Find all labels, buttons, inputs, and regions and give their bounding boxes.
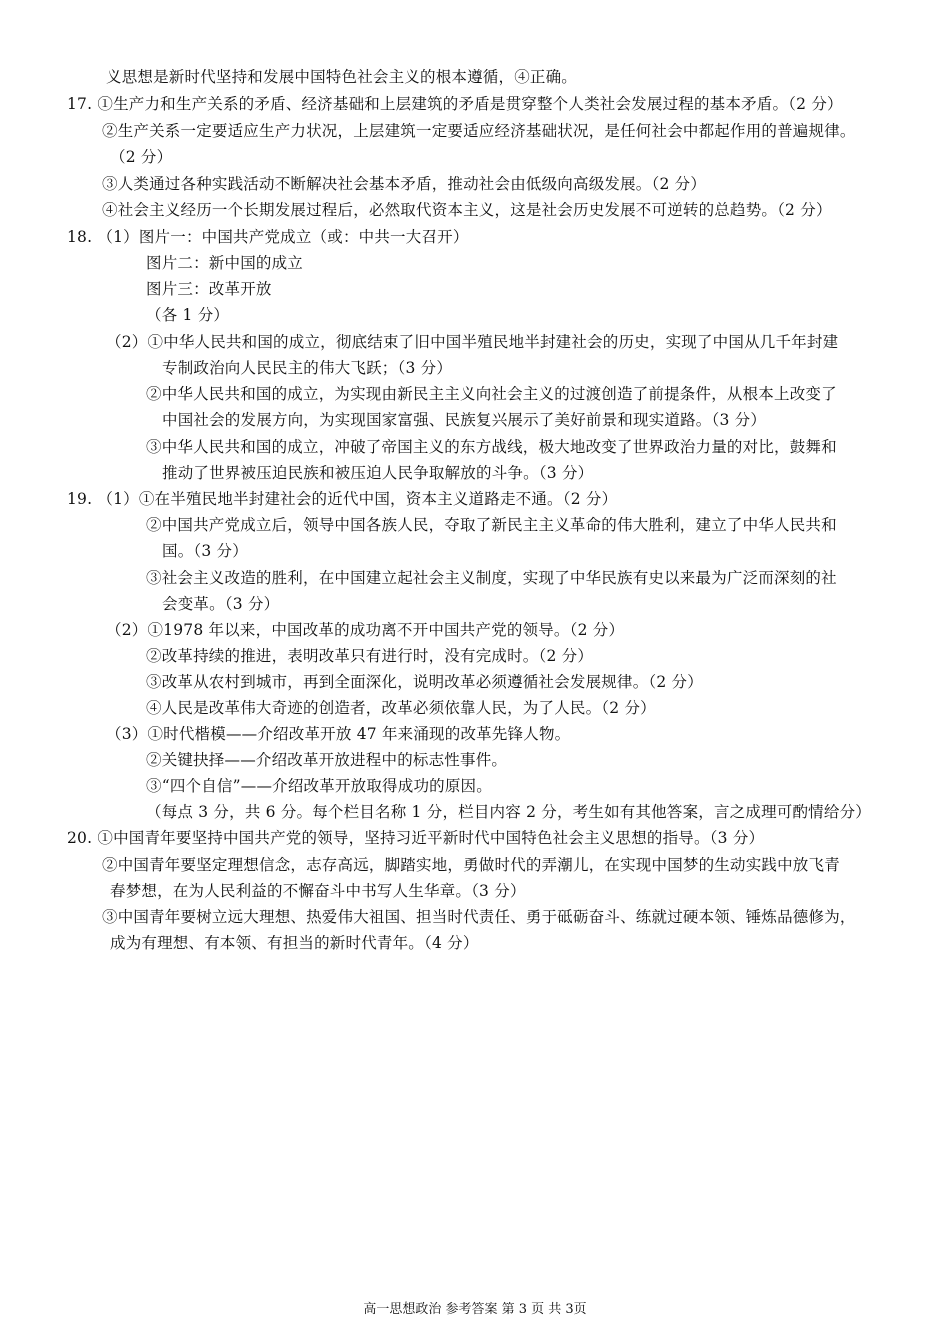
q19-part3-score-note: （每点 3 分，共 6 分。每个栏目名称 1 分，栏目内容 2 分，考生如有其他答案，言之成理可酌情给分） — [146, 803, 871, 821]
q19-part1-point3: ③社会主义改造的胜利，在中国建立起社会主义制度，实现了中华民族有史以来最为广泛而深刻的社 — [146, 569, 837, 587]
q18-part2-point3: ③中华人民共和国的成立，冲破了帝国主义的东方战线，极大地改变了世界政治力量的对比，鼓舞和 — [146, 438, 837, 456]
q19-part3-point3: ③“四个自信”——介绍改革开放取得成功的原因。 — [146, 777, 492, 795]
line-16-end: 义思想是新时代坚持和发展中国特色社会主义的根本遵循，④正确。 — [106, 68, 578, 86]
page-footer: 高一思想政治 参考答案 第 3 页 共 3页 — [363, 1302, 587, 1317]
q19-part3-point2: ②关键抉择——介绍改革开放进程中的标志性事件。 — [146, 751, 508, 769]
q18-part2-point1-cont: 专制政治向人民民主的伟大飞跃；（3 分） — [162, 359, 453, 377]
q20-point2: ②中国青年要坚定理想信念，志存高远，脚踏实地，勇做时代的弄潮儿，在实现中国梦的生动实践中放飞青 — [102, 856, 840, 874]
q18-part2-point3-cont: 推动了世界被压迫民族和被压迫人民争取解放的斗争。（3 分） — [162, 464, 594, 482]
q18-part2-point2: ②中华人民共和国的成立，为实现由新民主主义向社会主义的过渡创造了前提条件，从根本上改变了 — [146, 385, 837, 403]
q18-part2-point1: （2）①中华人民共和国的成立，彻底结束了旧中国半殖民地半封建社会的历史，实现了中国从几千年封建 — [106, 333, 839, 351]
q20-point2-cont: 春梦想，在为人民利益的不懈奋斗中书写人生华章。（3 分） — [110, 882, 526, 900]
q18-part1-pic1: 18. （1）图片一：中国共产党成立（或：中共一大召开） — [67, 228, 469, 246]
q19-part3-point1: （3）①时代楷模——介绍改革开放 47 年来涌现的改革先锋人物。 — [106, 725, 571, 743]
q20-point1: 20. ①中国青年要坚持中国共产党的领导，坚持习近平新时代中国特色社会主义思想的指导。（3 分） — [67, 829, 765, 847]
q20-point3-cont: 成为有理想、有本领、有担当的新时代青年。（4 分） — [110, 934, 479, 952]
q20-point3: ③中国青年要树立远大理想、热爱伟大祖国、担当时代责任、勇于砥砺奋斗、练就过硬本领、锤炼品德修为， — [102, 908, 856, 926]
q18-part1-pic3: 图片三：改革开放 — [146, 280, 272, 298]
q17-point-2: ②生产关系一定要适应生产力状况，上层建筑一定要适应经济基础状况，是任何社会中都起作用的普遍规律。 — [102, 122, 856, 140]
q19-part2-point4: ④人民是改革伟大奇迹的创造者，改革必须依靠人民，为了人民。（2 分） — [146, 699, 656, 717]
q18-part1-pic2: 图片二：新中国的成立 — [146, 254, 304, 272]
q19-part1-point2-cont: 国。（3 分） — [162, 542, 248, 560]
q19-part1-point3-cont: 会变革。（3 分） — [162, 595, 280, 613]
q19-part1-point1: 19. （1）①在半殖民地半封建社会的近代中国，资本主义道路走不通。（2 分） — [67, 490, 618, 508]
q19-part2-point1: （2）①1978 年以来，中国改革的成功离不开中国共产党的领导。（2 分） — [106, 621, 625, 639]
q17-point-3: ③人类通过各种实践活动不断解决社会基本矛盾，推动社会由低级向高级发展。（2 分） — [102, 175, 707, 193]
q19-part2-point3: ③改革从农村到城市，再到全面深化，说明改革必须遵循社会发展规律。（2 分） — [146, 673, 703, 691]
q19-part2-point2: ②改革持续的推进，表明改革只有进行时，没有完成时。（2 分） — [146, 647, 594, 665]
q18-part2-point2-cont: 中国社会的发展方向，为实现国家富强、民族复兴展示了美好前景和现实道路。（3 分） — [162, 411, 767, 429]
q17-point-4: ④社会主义经历一个长期发展过程后，必然取代资本主义，这是社会历史发展不可逆转的总趋势。（2 分） — [102, 201, 832, 219]
q18-part1-score: （各 1 分） — [146, 306, 230, 324]
q17-point-2-score: （2 分） — [110, 148, 173, 166]
q19-part1-point2: ②中国共产党成立后，领导中国各族人民，夺取了新民主主义革命的伟大胜利，建立了中华人民共和 — [146, 516, 837, 534]
q17-point-1: 17. ①生产力和生产关系的矛盾、经济基础和上层建筑的矛盾是贯穿整个人类社会发展过程的基本矛盾。（2 分） — [67, 95, 843, 113]
